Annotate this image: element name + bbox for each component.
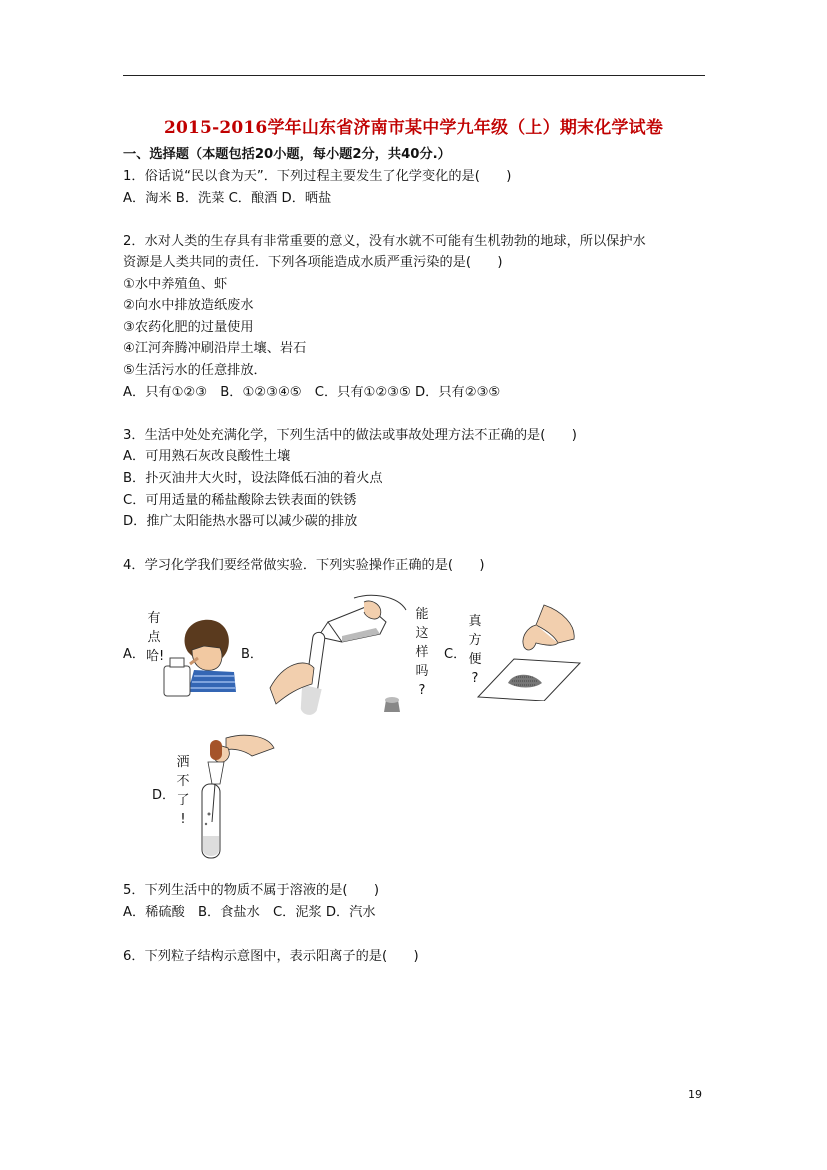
q4-stem: 4．学习化学我们要经常做实验．下列实验操作正确的是( ) xyxy=(123,558,485,573)
q3-option-b: B．扑灭油井大火时，设法降低石油的着火点 xyxy=(123,471,383,486)
q2-stem-line1: 2．水对人类的生存具有非常重要的意义，没有水就不可能有生机勃勃的地球，所以保护水 xyxy=(123,234,646,249)
pouring-liquid-illustration xyxy=(268,592,413,722)
q6-stem: 6．下列粒子结构示意图中，表示阳离子的是( ) xyxy=(123,949,419,964)
q2-item-5: ⑤生活污水的任意排放． xyxy=(123,363,267,378)
q4-label-a: A． xyxy=(123,647,145,662)
q5-stem: 5．下列生活中的物质不属于溶液的是( ) xyxy=(123,883,380,898)
q2-item-3: ③农药化肥的过量使用 xyxy=(123,320,254,335)
page-number: 19 xyxy=(688,1088,702,1101)
q2-item-2: ②向水中排放造纸废水 xyxy=(123,298,254,313)
dropper-illustration xyxy=(192,732,282,860)
q2-item-1: ①水中养殖鱼、虾 xyxy=(123,277,228,292)
q4-d-text: 洒 不 了 ! xyxy=(176,755,190,827)
q4-label-b: B． xyxy=(241,647,263,662)
q1-stem: 1．俗话说“民以食为天”．下列过程主要发生了化学变化的是( ) xyxy=(123,169,512,184)
q4-b-text: 能 这 样 吗 ? xyxy=(415,607,429,698)
q3-option-d: D．推广太阳能热水器可以减少碳的排放 xyxy=(123,514,358,529)
touching-chemical-illustration xyxy=(474,603,584,701)
q2-stem-line2: 资源是人类共同的责任．下列各项能造成水质严重污染的是( ) xyxy=(123,255,503,270)
q2-item-4: ④江河奔腾冲刷沿岸土壤、岩石 xyxy=(123,341,307,356)
q4-label-c: C． xyxy=(444,647,467,662)
q1-options: A．淘米 B．洗菜 C．酿酒 D．晒盐 xyxy=(123,191,332,206)
q3-option-a: A．可用熟石灰改良酸性土壤 xyxy=(123,449,291,464)
q2-options: A．只有①②③ B．①②③④⑤ C．只有①②③⑤ D．只有②③⑤ xyxy=(123,385,501,400)
header-rule xyxy=(123,75,705,76)
q4-a-text: 有 点 哈! xyxy=(146,611,165,664)
q4-label-d: D． xyxy=(152,788,176,803)
q4-c-text: 真 方 便 ? xyxy=(468,614,482,686)
q3-stem: 3．生活中处处充满化学，下列生活中的做法或事故处理方法不正确的是( ) xyxy=(123,428,577,443)
q3-option-c: C．可用适量的稀盐酸除去铁表面的铁锈 xyxy=(123,493,357,508)
smelling-gas-illustration xyxy=(158,610,238,700)
section-heading: 一、选择题（本题包括20小题，每小题2分，共40分.） xyxy=(123,147,451,162)
page-title: 2015-2016学年山东省济南市某中学九年级（上）期末化学试卷 xyxy=(163,118,664,138)
q5-options: A．稀硫酸 B．食盐水 C．泥浆 D．汽水 xyxy=(123,905,376,920)
